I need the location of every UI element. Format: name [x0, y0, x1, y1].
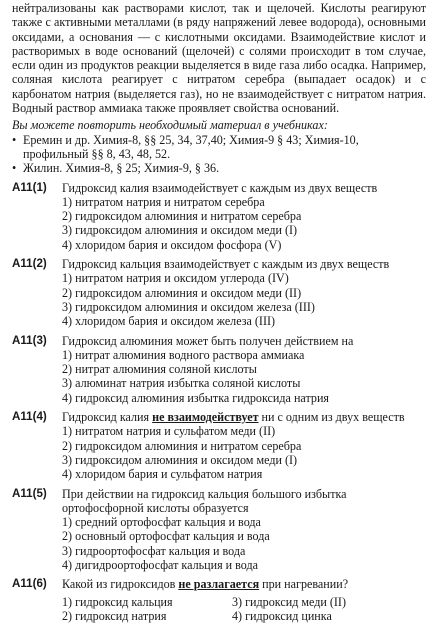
answer-options [62, 195, 426, 252]
question-text-start: Какой из гидроксидов [62, 577, 179, 592]
answer-option[interactable]: 1) нитратом натрия и сульфатом меди (II) [62, 424, 276, 439]
answer-option[interactable]: 1) нитратом натрия и нитратом серебра [62, 194, 265, 209]
question-a11-5 [12, 487, 426, 573]
answer-option[interactable]: 2) гидроксид натрия [62, 608, 167, 623]
answer-option[interactable]: 1) гидроксид кальция [62, 594, 173, 609]
question-number: А11(3) [12, 333, 47, 347]
answer-option[interactable]: 2) основный ортофосфат кальция и вода [62, 529, 270, 544]
answer-option[interactable]: 4) хлоридом бария и оксидом железа (III) [62, 314, 276, 329]
reference-text: Жилин. Химия-8, § 25; Химия-9, § 36. [23, 161, 220, 176]
answer-option[interactable]: 2) гидроксидом алюминия и оксидом меди (II) [62, 285, 302, 300]
question-a11-3 [12, 334, 426, 405]
question-text-end: при нагревании? [259, 577, 349, 592]
question-a11-4 [12, 410, 426, 481]
bullet-icon: • [12, 132, 17, 147]
question-a11-2 [12, 257, 426, 328]
answer-option[interactable]: 2) гидроксидом алюминия и нитратом серебра [62, 438, 302, 453]
reference-text: Еремин и др. Химия-8, §§ 25, 34, 37,40; Химия-9 § 43; Химия-10, профильный §§ 8, 43, 48, 52. [23, 132, 359, 161]
question-text-start: Гидроксид кальция взаимодействует с каждым из двух веществ [62, 257, 390, 272]
question-number: А11(1) [12, 180, 47, 194]
references-heading: Вы можете повторить необходимый материал в учебниках: [12, 118, 328, 133]
answer-option[interactable]: 4) гидроксид цинка [232, 608, 332, 623]
intro-section [12, 1, 426, 115]
question-text [62, 257, 426, 271]
answer-option[interactable]: 3) гидроксид меди (II) [232, 594, 346, 609]
answer-option[interactable]: 4) хлоридом бария и сульфатом натрия [62, 467, 263, 482]
answer-option[interactable]: 3) гидроортофосфат кальция и вода [62, 543, 246, 558]
answer-option[interactable]: 2) гидроксидом алюминия и нитратом серебра [62, 209, 302, 224]
answer-options [62, 595, 426, 623]
question-text [62, 487, 426, 516]
question-text-start: При действии на гидроксид кальция большого избытка ортофосфорной кислоты образуется [62, 486, 347, 515]
question-text [62, 410, 426, 424]
answer-options [62, 348, 426, 405]
references-list [12, 133, 426, 176]
textbook-page [0, 1, 434, 623]
answer-option[interactable]: 4) хлоридом бария и оксидом фосфора (V) [62, 237, 282, 252]
reference-item [12, 133, 426, 162]
intro-paragraph: нейтрализованы как растворами кислот, так и щелочей. Кислоты реагируют также с активными металлами (в ряду напряжений левее водорода), основными оксидами, а основания — с кислотными оксидами. Взаимодействие кислот и растворимых в воде оснований (щелочей) с солями происходит в том случае, если один из продуктов реакции выделяется в виде газа либо осадка. Например, соляная кислота реагирует с нитратом серебра (выпадает осадок) и с карбонатом натрия (выделяется газ), но не взаимодействует с нитратом натрия. Водный раствор аммиака также проявляет свойства оснований. [12, 1, 426, 116]
question-number: А11(4) [12, 410, 47, 424]
answer-option[interactable]: 3) гидроксидом алюминия и оксидом меди (I) [62, 223, 298, 238]
question-text [62, 181, 426, 195]
question-number: А11(2) [12, 257, 47, 271]
answer-option[interactable]: 4) дигидроортофосфат кальция и вода [62, 557, 258, 572]
question-a11-1 [12, 181, 426, 252]
question-text-start: Гидроксид калия взаимодействует с каждым из двух веществ [62, 180, 378, 195]
references-section [12, 118, 426, 175]
answer-options [62, 424, 426, 481]
question-highlight: не разлагается [178, 577, 260, 592]
bullet-icon: • [12, 161, 17, 176]
reference-item [12, 161, 426, 175]
question-text-end: ни с одним из двух веществ [258, 410, 405, 425]
answer-option[interactable]: 3) алюминат натрия избытка соляной кислоты [62, 376, 301, 391]
question-number: А11(6) [12, 577, 47, 591]
answer-option[interactable]: 1) средний ортофосфат кальция и вода [62, 515, 261, 530]
answer-option[interactable]: 2) нитрат алюминия соляной кислоты [62, 362, 257, 377]
answer-option[interactable]: 3) гидроксидом алюминия и оксидом железа (III) [62, 299, 315, 314]
question-text-start: Гидроксид калия [62, 410, 153, 425]
answer-options [62, 515, 426, 572]
answer-options [62, 271, 426, 328]
question-text [62, 577, 426, 591]
answer-option[interactable]: 4) гидроксид алюминия избытка гидроксида натрия [62, 390, 329, 405]
question-highlight: не взаимодействует [152, 410, 259, 425]
answer-option[interactable]: 1) нитрат алюминия водного раствора аммиака [62, 347, 305, 362]
answer-option[interactable]: 3) гидроксидом алюминия и оксидом меди (I) [62, 452, 298, 467]
answer-option[interactable]: 1) нитратом натрия и оксидом углерода (IV) [62, 271, 289, 286]
question-text [62, 334, 426, 348]
question-number: А11(5) [12, 486, 47, 500]
question-a11-6 [12, 577, 426, 623]
question-text-start: Гидроксид алюминия может быть получен действием на [62, 333, 354, 348]
